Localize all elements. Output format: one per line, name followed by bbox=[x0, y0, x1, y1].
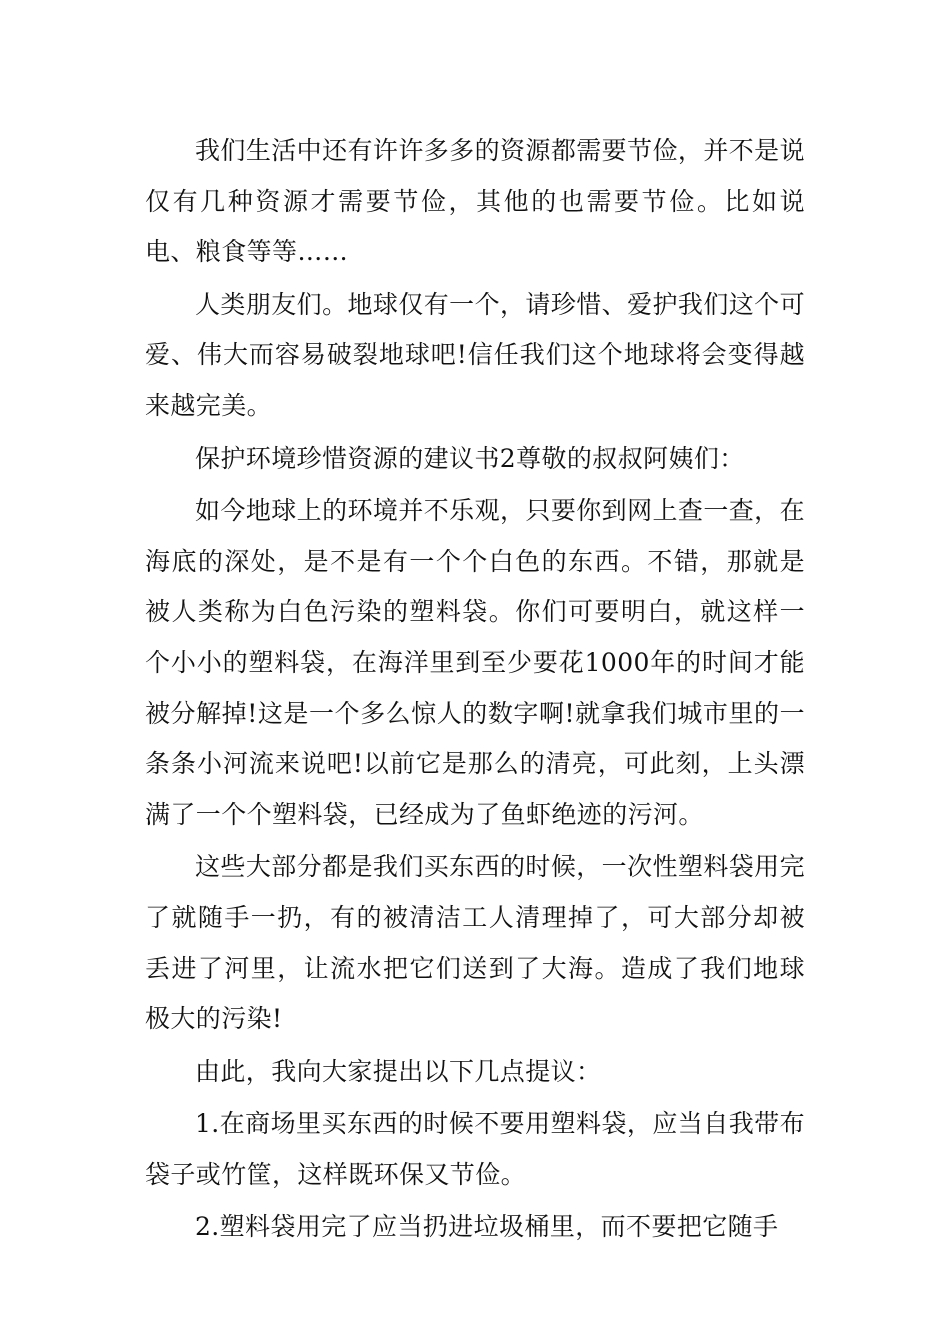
paragraph-plastic-sources: 这些大部分都是我们买东西的时候，一次性塑料袋用完了就随手一扔，有的被清洁工人清理掉了，可大部分却被丢进了河里，让流水把它们送到了大海。造成了我们地球极大的污染! bbox=[145, 852, 805, 1034]
paragraph-proposal-heading: 保护环境珍惜资源的建议书2尊敬的叔叔阿姨们： bbox=[195, 443, 745, 473]
paragraph-suggestion-1: 1.在商场里买东西的时候不要用塑料袋，应当自我带布袋子或竹筐，这样既环保又节俭。 bbox=[145, 1109, 805, 1189]
paragraph-suggestion-2: 2.塑料袋用完了应当扔进垃圾桶里，而不要把它随手 bbox=[195, 1212, 779, 1242]
paragraph-cherish-earth: 人类朋友们。地球仅有一个，请珍惜、爱护我们这个可爱、伟大而容易破裂地球吧!信任我们这个地球将会变得越来越完美。 bbox=[145, 289, 805, 420]
paragraph-plastic-pollution: 如今地球上的环境并不乐观，只要你到网上查一查，在海底的深处，是不是有一个个白色的东西。不错，那就是被人类称为白色污染的塑料袋。你们可要明白，就这样一个小小的塑料袋，在海洋里到至少要花1000年的时间才能被分解掉!这是一个多么惊人的数字啊!就拿我们城市里的一条条小河流来说吧!以前它是那么的清亮，可此刻，上头漂满了一个个塑料袋，已经成为了鱼虾绝迹的污河。 bbox=[145, 496, 805, 829]
document-body bbox=[145, 126, 805, 1255]
paragraph-suggestions-intro: 由此，我向大家提出以下几点提议： bbox=[195, 1056, 602, 1086]
paragraph-resource-saving: 我们生活中还有许许多多的资源都需要节俭，并不是说仅有几种资源才需要节俭，其他的也需要节俭。比如说电、粮食等等…… bbox=[145, 136, 805, 267]
